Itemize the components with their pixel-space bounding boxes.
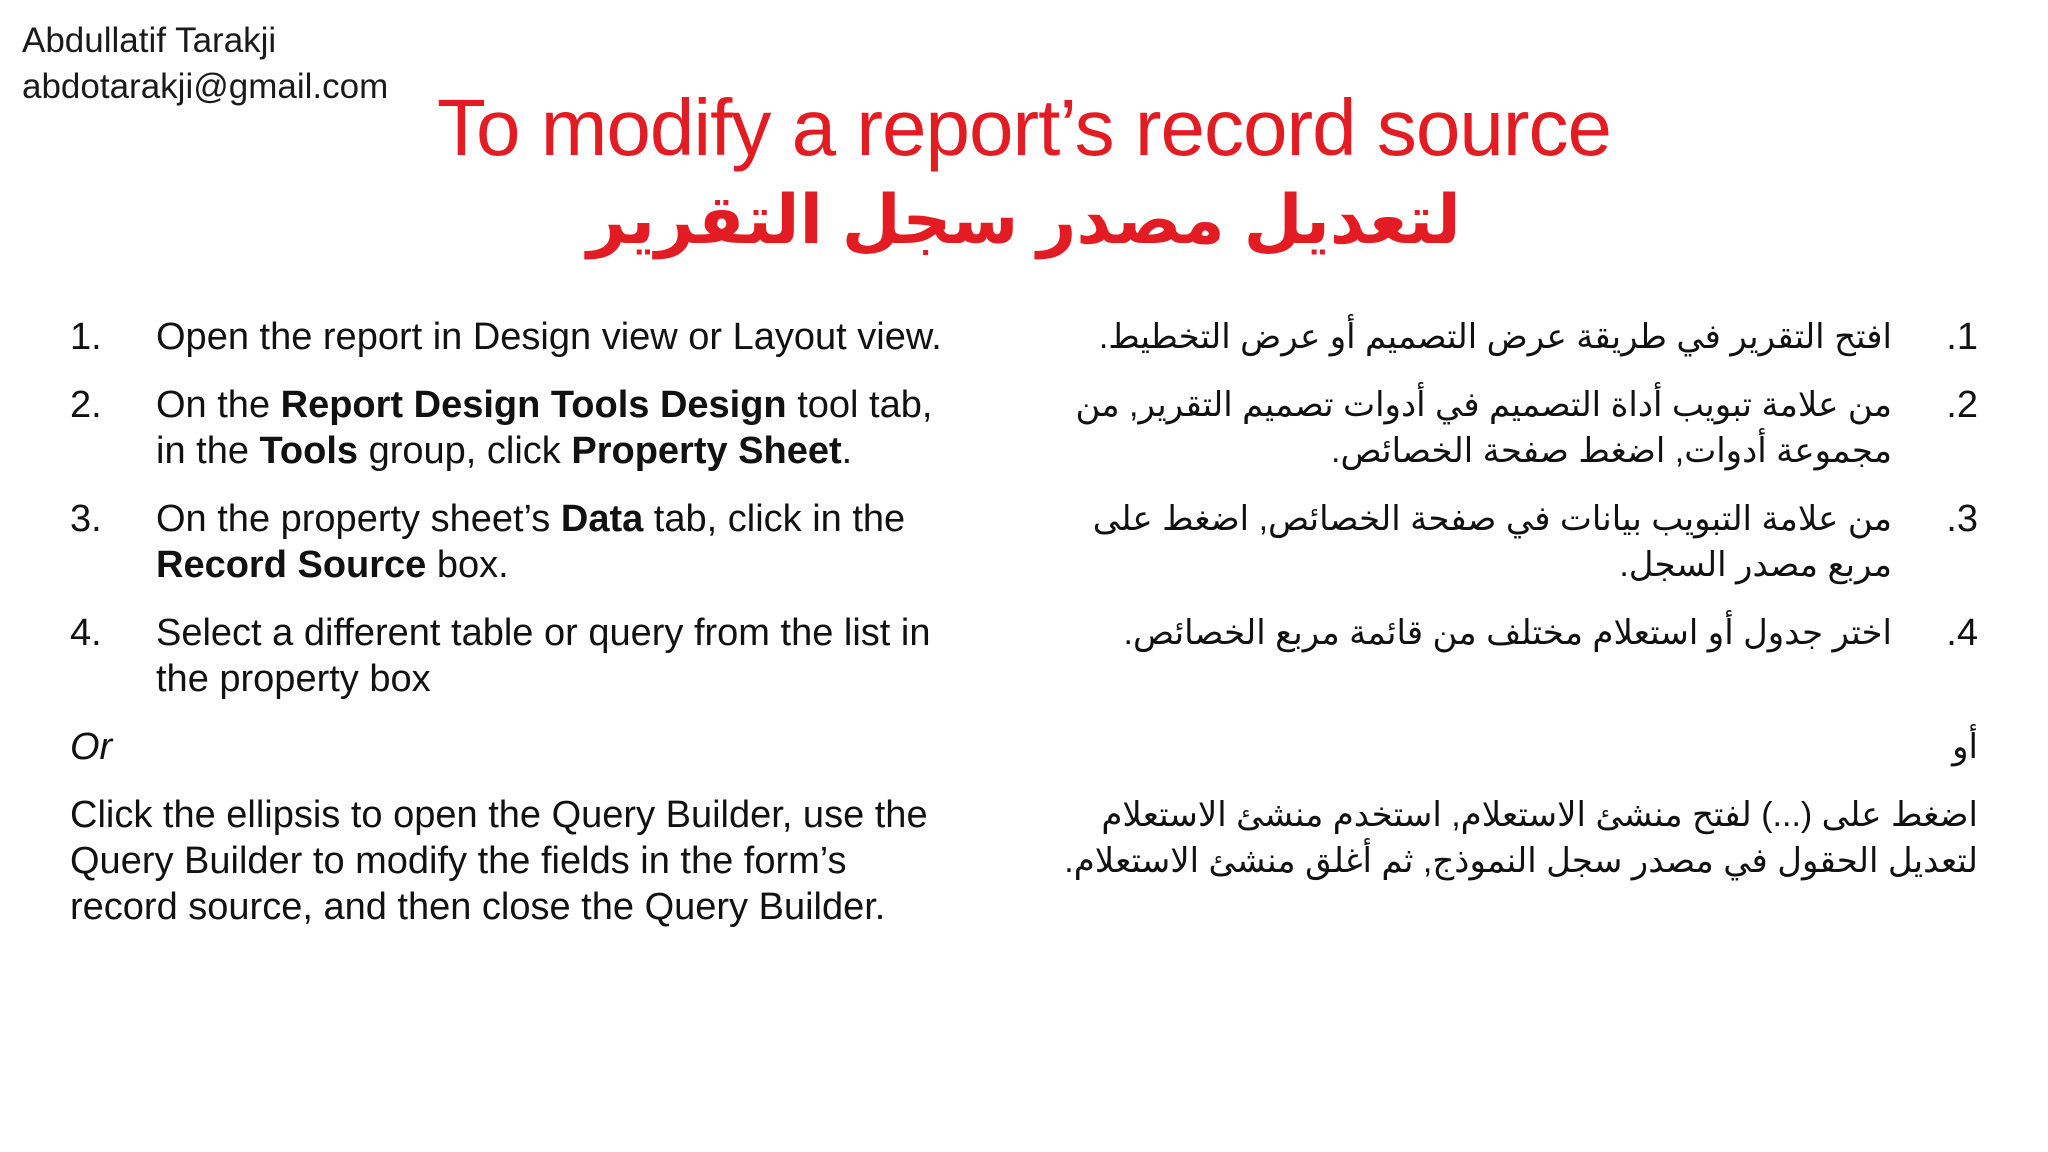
step-number: 1. <box>70 316 102 358</box>
step-text: اختر جدول أو استعلام مختلف من قائمة مربع الخصائص. <box>1123 614 1892 652</box>
step-number: 4. <box>70 612 102 654</box>
step-text-line-2: مجموعة أدوات, اضغط صفحة الخصائص. <box>1331 432 1892 470</box>
final-line-3: record source, and then close the Query Builder. <box>70 886 886 928</box>
step-text: Open the report in Design view or Layout view. <box>156 316 942 358</box>
final-line-2: Query Builder to modify the fields in the form’s <box>70 840 847 882</box>
step-text-line-1: On the property sheet’s Data tab, click in the <box>156 498 906 540</box>
step-number: .4 <box>1946 612 1978 654</box>
english-step-1 <box>70 314 1010 360</box>
step-text: افتح التقرير في طريقة عرض التصميم أو عرض التخطيط. <box>1098 318 1892 356</box>
english-final-paragraph <box>70 792 928 930</box>
title-arabic: لتعديل مصدر سجل التقرير <box>587 182 1461 258</box>
step-text-line-2: the property box <box>156 658 431 700</box>
arabic-or: أو <box>1952 728 1978 766</box>
english-step-4 <box>70 610 1010 702</box>
author-name: Abdullatif Tarakji <box>22 21 277 60</box>
step-text-line-2: مربع مصدر السجل. <box>1619 546 1892 584</box>
step-number: .3 <box>1946 498 1978 540</box>
final-line-1: اضغط على (...) لفتح منشئ الاستعلام, استخدم منشئ الاستعلام <box>1101 796 1978 834</box>
author-email: abdotarakji@gmail.com <box>22 67 389 106</box>
arabic-step-2 <box>1018 382 1978 474</box>
step-text-line-1: من علامة التبويب بيانات في صفحة الخصائص, اضغط على <box>1092 500 1892 538</box>
english-step-3 <box>70 496 1010 588</box>
arabic-final-paragraph <box>1064 792 1978 884</box>
step-text-line-1: Select a different table or query from the list in <box>156 612 931 654</box>
arabic-step-4 <box>1018 610 1978 656</box>
step-number: .2 <box>1946 384 1978 426</box>
step-text-line-1: من علامة تبويب أداة التصميم في أدوات تصميم التقرير, من <box>1075 386 1892 424</box>
step-number: 2. <box>70 384 102 426</box>
step-number: 3. <box>70 498 102 540</box>
title-english: To modify a report’s record source <box>437 83 1611 172</box>
english-or: Or <box>70 726 113 768</box>
step-text-line-2: in the Tools group, click Property Sheet. <box>156 430 853 472</box>
english-step-2 <box>70 382 1010 474</box>
final-line-1: Click the ellipsis to open the Query Builder, use the <box>70 794 928 836</box>
final-line-2: لتعديل الحقول في مصدر سجل النموذج, ثم أغلق منشئ الاستعلام. <box>1064 842 1978 880</box>
step-number: .1 <box>1946 316 1978 358</box>
arabic-step-1 <box>1018 314 1978 360</box>
arabic-step-3 <box>1018 496 1978 588</box>
step-text-line-2: Record Source box. <box>156 544 509 586</box>
step-text-line-1: On the Report Design Tools Design tool tab, <box>156 384 933 426</box>
